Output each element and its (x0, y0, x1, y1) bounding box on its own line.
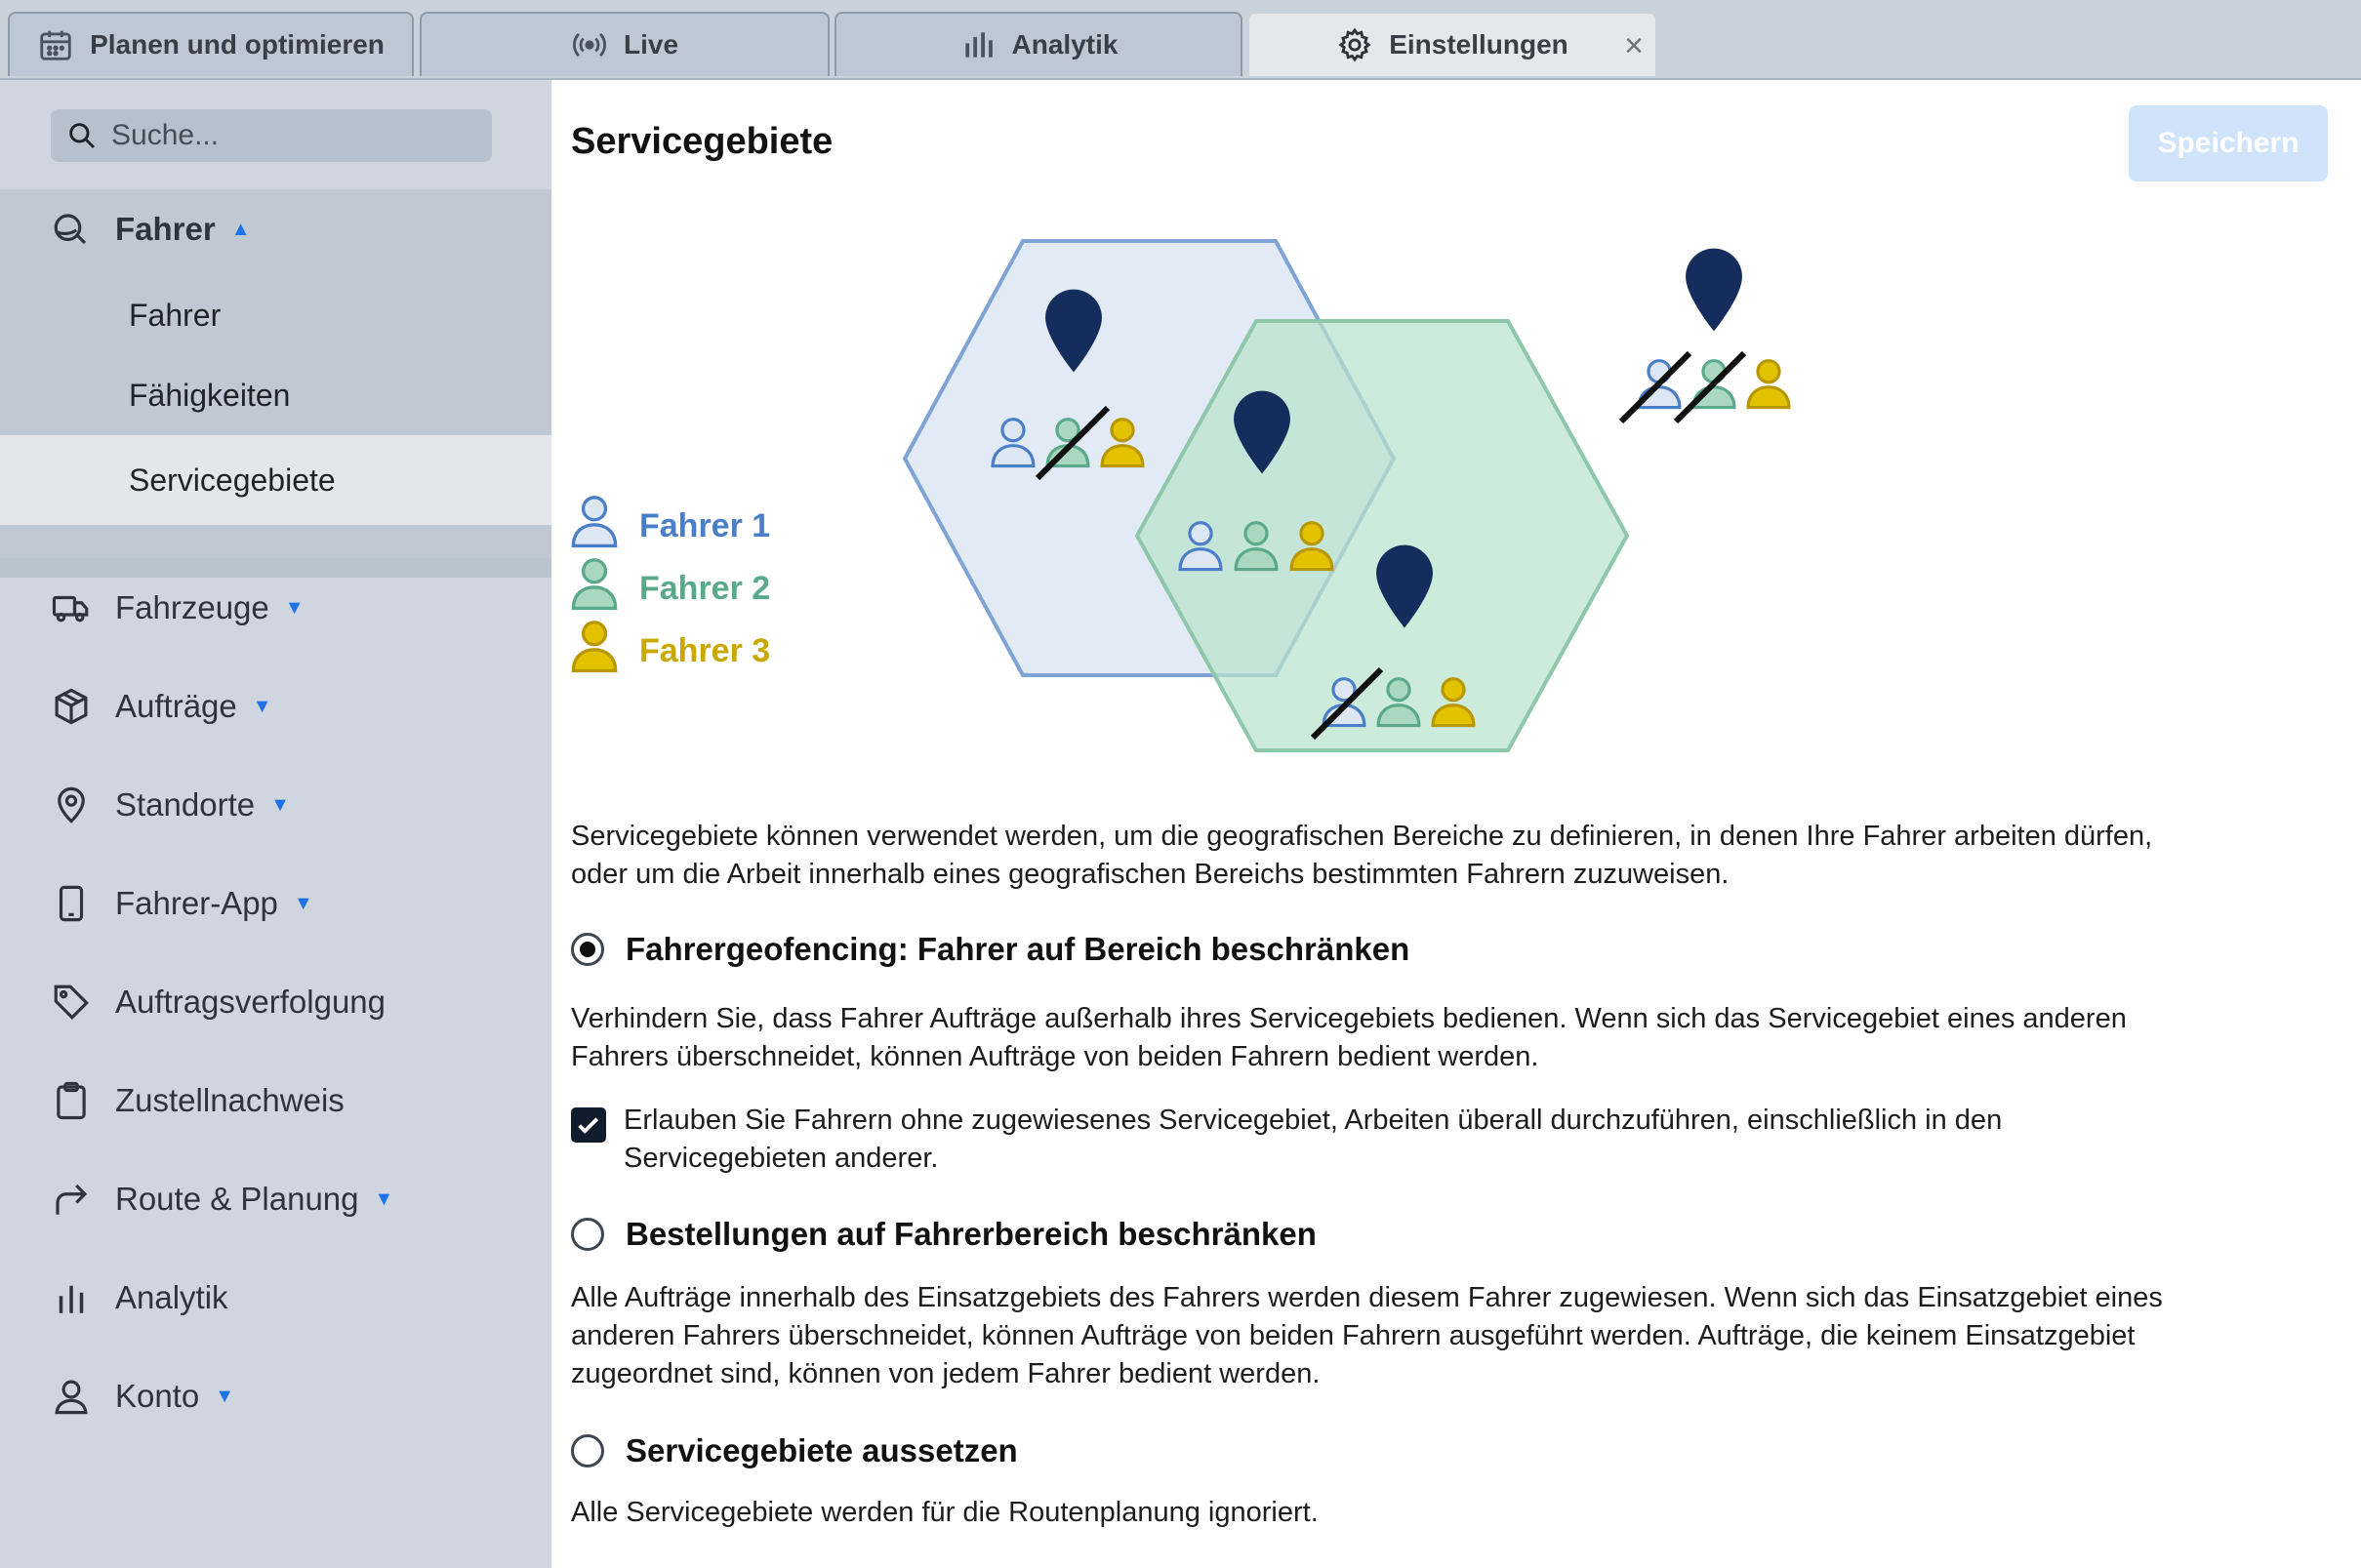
map-pin-icon (1686, 249, 1742, 332)
chevron-down-icon: ▼ (293, 892, 313, 914)
option-description: Alle Aufträge innerhalb des Einsatzgebiets des Fahrers werden diesem Fahrer zugewiesen. Wenn sich das Einsatzgebiet eines anderen Fahrers überschneidet, können Aufträge von beiden Fahrern ausgeführt werden. Aufträge, die keinem Einsatzgebiet zugeordnet sind, können von jedem Fahrer bedient werden. (571, 1282, 2163, 1389)
option-bestellungen-beschraenken[interactable] (571, 1216, 1317, 1253)
sidebar-item-label: Analytik (115, 1279, 228, 1315)
service-area-illustration (551, 217, 2361, 851)
legend-label: Fahrer 3 (639, 632, 771, 669)
sidebar-item-fahrer-app[interactable] (51, 883, 313, 924)
sidebar-divider (0, 558, 551, 578)
bar-chart-icon (51, 1277, 92, 1318)
sidebar-subitem-fahrer[interactable] (0, 275, 551, 355)
option-description: Alle Servicegebiete werden für die Routenplanung ignoriert. (571, 1497, 1319, 1528)
sidebar-item-konto[interactable] (51, 1376, 234, 1417)
legend-fahrer-1 (573, 498, 770, 546)
sidebar-item-route-planung[interactable] (51, 1179, 393, 1220)
option-title: Bestellungen auf Fahrerbereich beschränken (626, 1216, 1317, 1252)
legend-fahrer-2 (573, 560, 770, 609)
sidebar-item-label: Aufträge (115, 688, 237, 724)
location-pin-icon (51, 784, 92, 825)
broadcast-icon (571, 26, 608, 63)
tab-planen[interactable] (8, 12, 414, 76)
radio-bestellungen-beschraenken[interactable] (571, 1218, 604, 1251)
sidebar-item-auftragsverfolgung[interactable] (51, 982, 386, 1023)
option-description: Verhindern Sie, dass Fahrer Aufträge außerhalb ihres Servicegebiets bedienen. Wenn sich das Servicegebiet eines anderen Fahrers überschneidet, können Aufträge von beiden Fahrern bedient werden. (571, 1003, 2127, 1072)
chevron-down-icon: ▼ (252, 695, 272, 717)
calendar-icon (37, 26, 74, 63)
search-input[interactable] (109, 118, 484, 153)
sidebar-item-label: Standorte (115, 786, 256, 823)
tab-label: Analytik (1011, 29, 1119, 60)
checkmark-icon (574, 1110, 603, 1140)
gear-icon (1336, 26, 1373, 63)
option-title: Servicegebiete aussetzen (626, 1432, 1018, 1468)
route-arrow-icon (51, 1179, 92, 1220)
sidebar-item-label: Fahrer-App (115, 885, 278, 921)
sidebar-item-label: Fahrer (115, 211, 216, 247)
allow-unassigned-label: Erlauben Sie Fahrern ohne zugewiesenes Servicegebiet, Arbeiten überall durchzuführen, einschließlich in den Servicegebieten anderer. (624, 1105, 2003, 1174)
sidebar-item-label: Zustellnachweis (115, 1082, 345, 1118)
chevron-down-icon: ▼ (374, 1187, 394, 1210)
chevron-down-icon: ▼ (270, 793, 290, 816)
sidebar-item-zustellnachweis[interactable] (51, 1080, 345, 1121)
radio-fahrergeofencing[interactable] (571, 933, 604, 966)
legend-label: Fahrer 2 (639, 570, 771, 607)
tab-analytik[interactable] (834, 12, 1242, 76)
phone-icon (51, 883, 92, 924)
sidebar-subitem-faehigkeiten[interactable] (0, 355, 551, 435)
tag-icon (51, 982, 92, 1023)
tab-einstellungen[interactable] (1247, 12, 1657, 76)
sidebar-item-fahrzeuge[interactable] (51, 587, 305, 628)
close-icon[interactable]: × (1624, 27, 1644, 64)
sidebar-item-analytik[interactable] (51, 1277, 228, 1318)
page-title: Servicegebiete (571, 121, 834, 162)
chevron-up-icon: ▲ (230, 218, 251, 240)
sidebar-item-label: Fahrzeuge (115, 589, 269, 625)
tab-live[interactable] (420, 12, 830, 76)
sidebar-item-label: Auftragsverfolgung (115, 984, 387, 1020)
sidebar-item-label: Konto (115, 1378, 200, 1414)
driver-icon (51, 209, 92, 250)
sidebar-item-standorte[interactable] (51, 784, 290, 825)
truck-icon (51, 587, 92, 628)
package-icon (51, 686, 92, 727)
option-title: Fahrergeofencing: Fahrer auf Bereich beschränken (626, 931, 1410, 967)
option-servicegebiete-aussetzen[interactable] (571, 1432, 1018, 1469)
chevron-down-icon: ▼ (284, 596, 305, 619)
driver-2-icon (573, 560, 615, 609)
allow-unassigned-row[interactable] (571, 1102, 2088, 1178)
sidebar-item-fahrer-group[interactable] (51, 209, 251, 250)
user-icon (51, 1376, 92, 1417)
main-panel (551, 80, 2361, 1568)
sidebar-item-label: Route & Planung (115, 1181, 359, 1217)
save-button[interactable]: Speichern (2129, 105, 2328, 181)
driver-1-icon (573, 498, 615, 546)
tab-label: Einstellungen (1389, 29, 1568, 60)
tab-bar (0, 0, 2361, 80)
sidebar-subitem-label: Fahrer (129, 297, 222, 333)
clipboard-icon (51, 1080, 92, 1121)
sidebar-subitem-label: Fähigkeiten (129, 377, 291, 413)
search-icon (66, 120, 98, 151)
option-fahrergeofencing[interactable] (571, 931, 1409, 968)
tab-label: Live (623, 29, 679, 60)
chevron-down-icon: ▼ (215, 1385, 235, 1407)
search-box[interactable] (51, 109, 492, 162)
driver-3-icon (1748, 361, 1789, 408)
sidebar-subitem-servicegebiete[interactable] (0, 435, 551, 525)
bar-chart-icon (959, 26, 997, 63)
legend-fahrer-3 (573, 623, 770, 671)
sidebar-subitem-label: Servicegebiete (129, 462, 336, 498)
tab-label: Planen und optimieren (90, 29, 385, 60)
sidebar-item-auftraege[interactable] (51, 686, 272, 727)
legend-label: Fahrer 1 (639, 507, 771, 544)
allow-unassigned-checkbox[interactable] (571, 1107, 606, 1143)
sidebar-group-fahrer (0, 189, 551, 558)
sidebar (0, 80, 551, 1568)
driver-3-icon (573, 623, 615, 671)
radio-servicegebiete-aussetzen[interactable] (571, 1434, 604, 1467)
intro-description: Servicegebiete können verwendet werden, um die geografischen Bereiche zu definieren, in denen Ihre Fahrer arbeiten dürfen, oder um die Arbeit innerhalb eines geografischen Bereichs bestimmten Fahrern zuzuweisen. (571, 821, 2153, 890)
